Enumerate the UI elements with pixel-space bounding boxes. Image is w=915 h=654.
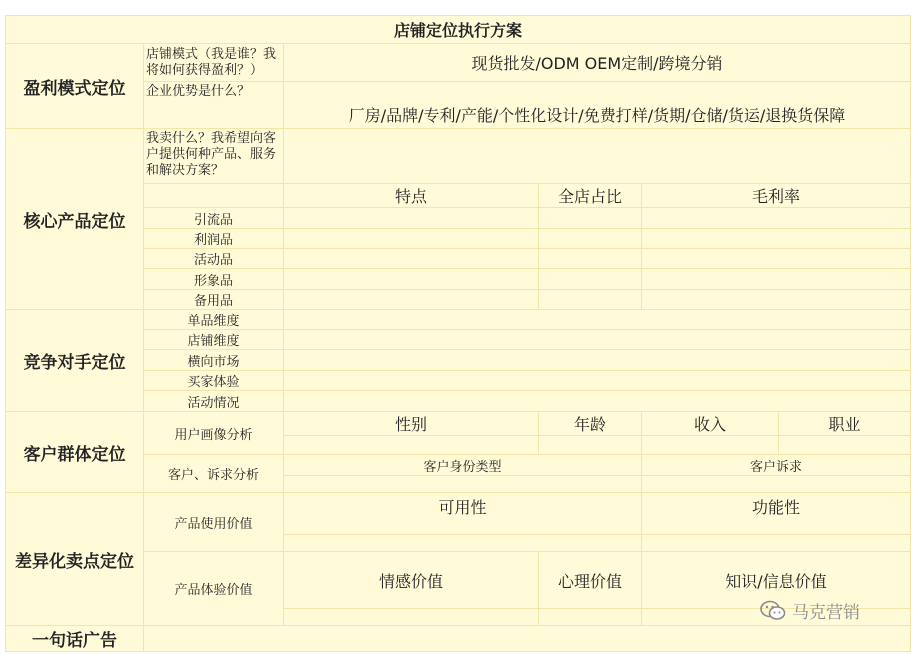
label-user-portrait: 用户画像分析 <box>144 412 284 455</box>
header-customer-needs: 客户诉求 <box>642 455 911 476</box>
section-differentiation: 差异化卖点定位 <box>6 493 144 626</box>
header-share: 全店占比 <box>539 184 642 208</box>
product-header-empty <box>144 184 284 208</box>
answer-store-mode: 现货批发/ODM OEM定制/跨境分销 <box>284 44 911 82</box>
slogan-value <box>144 626 911 652</box>
table-title: 店铺定位执行方案 <box>6 16 911 44</box>
row-campaign-product: 活动品 <box>144 249 284 269</box>
section-customer: 客户群体定位 <box>6 412 144 493</box>
row-image-product: 形象品 <box>144 269 284 290</box>
row-buyer-experience: 买家体验 <box>144 371 284 391</box>
header-occupation: 职业 <box>779 412 911 436</box>
positioning-plan-table <box>5 15 911 652</box>
header-usability: 可用性 <box>284 493 642 535</box>
question-advantage: 企业优势是什么？ <box>144 82 284 129</box>
row-horizontal-market: 横向市场 <box>144 350 284 371</box>
row-single-item: 单品维度 <box>144 310 284 330</box>
header-emotional-value: 情感价值 <box>284 552 539 609</box>
answer-what-sell <box>284 129 911 184</box>
question-what-sell: 我卖什么？我希望向客户提供何种产品、服务和解决方案？ <box>144 129 284 184</box>
header-feature: 特点 <box>284 184 539 208</box>
label-experience-value: 产品体验价值 <box>144 552 284 626</box>
header-functionality: 功能性 <box>642 493 911 535</box>
watermark-text: 马克营销 <box>792 603 860 623</box>
question-store-mode: 店铺模式（我是谁？我将如何获得盈利？） <box>144 44 284 82</box>
header-income: 收入 <box>642 412 779 436</box>
section-profit-model: 盈利模式定位 <box>6 44 144 129</box>
wechat-icon <box>760 600 786 622</box>
header-knowledge-value: 知识/信息价值 <box>642 552 911 609</box>
header-gender: 性别 <box>284 412 539 436</box>
row-store-dimension: 店铺维度 <box>144 330 284 350</box>
row-activity-status: 活动情况 <box>144 391 284 412</box>
header-psychological-value: 心理价值 <box>539 552 642 609</box>
row-traffic-product: 引流品 <box>144 208 284 229</box>
watermark <box>760 598 860 623</box>
label-customer-needs: 客户、诉求分析 <box>144 455 284 493</box>
header-customer-type: 客户身份类型 <box>284 455 642 476</box>
answer-advantage: 厂房/品牌/专利/产能/个性化设计/免费打样/货期/仓储/货运/退换货保障 <box>284 82 911 129</box>
row-profit-product: 利润品 <box>144 229 284 249</box>
section-slogan: 一句话广告 <box>6 626 144 652</box>
row-backup-product: 备用品 <box>144 290 284 310</box>
section-competitor: 竞争对手定位 <box>6 310 144 412</box>
header-age: 年龄 <box>539 412 642 436</box>
header-margin: 毛利率 <box>642 184 911 208</box>
label-use-value: 产品使用价值 <box>144 493 284 552</box>
section-core-product: 核心产品定位 <box>6 129 144 310</box>
